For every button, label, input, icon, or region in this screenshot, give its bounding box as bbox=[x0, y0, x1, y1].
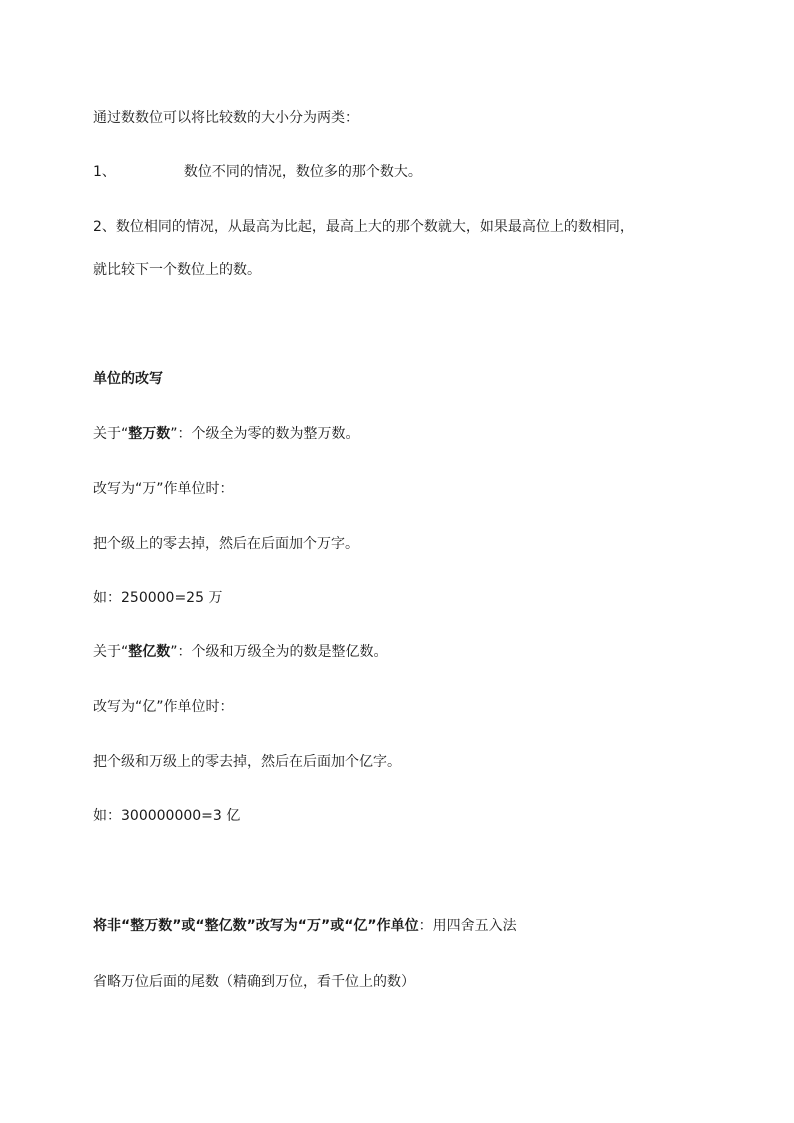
yi-definition-prefix: 关于“ bbox=[93, 644, 129, 660]
intro-text: 通过数数位可以将比较数的大小分为两类： bbox=[93, 110, 359, 126]
yi-definition-term: 整亿数 bbox=[128, 644, 171, 660]
approx-heading-bold: 将非“整万数”或“整亿数”改写为“万”或“亿”作单位 bbox=[93, 918, 419, 934]
yi-rewrite-method: 把个级和万级上的零去掉，然后在后面加个亿字。 bbox=[93, 754, 401, 770]
wan-definition-suffix: ”：个级全为零的数为整万数。 bbox=[170, 426, 360, 442]
approx-note: 省略万位后面的尾数（精确到万位，看千位上的数） bbox=[93, 974, 415, 990]
rule-2-line-1: 2、数位相同的情况，从最高为比起，最高上大的那个数就大，如果最高位上的数相同， bbox=[93, 219, 634, 235]
wan-rewrite-method: 把个级上的零去掉，然后在后面加个万字。 bbox=[93, 536, 359, 552]
wan-definition-prefix: 关于“ bbox=[93, 426, 129, 442]
yi-example: 如：300000000=3 亿 bbox=[93, 808, 241, 824]
section-heading: 单位的改写 bbox=[93, 371, 163, 387]
wan-definition bbox=[93, 425, 733, 443]
wan-rewrite-label: 改写为“万”作单位时： bbox=[93, 481, 234, 497]
wan-example: 如：250000=25 万 bbox=[93, 590, 223, 606]
approx-heading-rest: ：用四舍五入法 bbox=[418, 918, 517, 934]
rule-1-text: 数位不同的情况，数位多的那个数大。 bbox=[183, 164, 422, 180]
rule-1 bbox=[93, 163, 733, 181]
yi-definition-suffix: ”：个级和万级全为的数是整亿数。 bbox=[170, 644, 388, 660]
yi-definition bbox=[93, 643, 733, 661]
rule-1-number: 1、 bbox=[93, 164, 116, 180]
approx-heading bbox=[93, 917, 733, 935]
wan-definition-term: 整万数 bbox=[128, 426, 171, 442]
rule-2-line-2: 就比较下一个数位上的数。 bbox=[93, 262, 261, 278]
yi-rewrite-label: 改写为“亿”作单位时： bbox=[93, 699, 234, 715]
